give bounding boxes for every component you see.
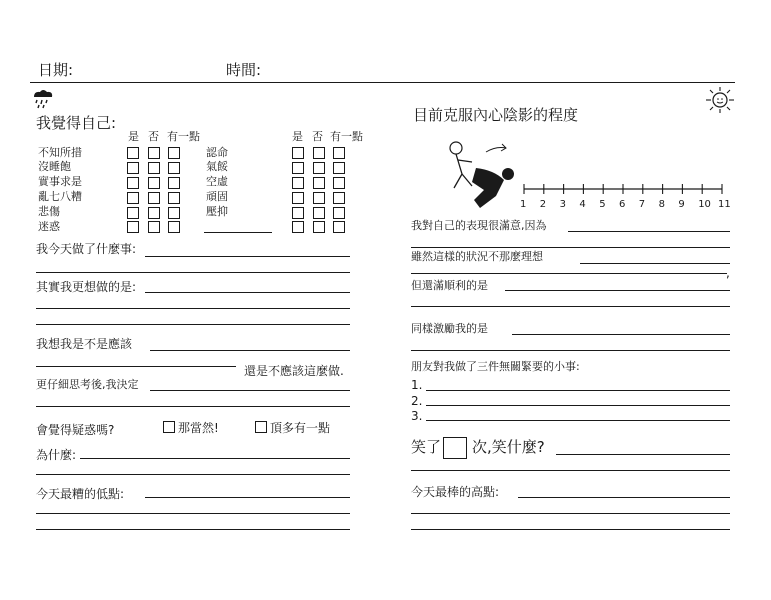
checkbox[interactable]: [333, 192, 345, 204]
answer-line[interactable]: [411, 350, 730, 351]
answer-line[interactable]: [426, 420, 730, 421]
checkbox[interactable]: [333, 221, 345, 233]
checkbox[interactable]: [127, 177, 139, 189]
scale-number: 11: [718, 199, 731, 210]
scale-number: 1: [520, 199, 527, 210]
progress-title: 目前克服內心陰影的程度: [413, 106, 579, 124]
q-although: 雖然這樣的狀況不那麼理想: [411, 250, 543, 263]
feeling-label: 實事求是: [38, 175, 82, 188]
checkbox-of-course[interactable]: [163, 421, 175, 433]
answer-line[interactable]: [411, 529, 730, 530]
answer-line[interactable]: [36, 324, 350, 325]
blank-feeling-line[interactable]: [204, 232, 272, 233]
feeling-label: 悲傷: [38, 205, 60, 218]
feeling-label: 壓抑: [206, 205, 228, 218]
feeling-label: 不知所措: [38, 146, 82, 159]
checkbox[interactable]: [313, 147, 325, 159]
checkbox[interactable]: [168, 221, 180, 233]
laugh-suffix: 次,笑什麼?: [472, 438, 545, 456]
answer-line[interactable]: [36, 272, 350, 273]
checkbox[interactable]: [168, 162, 180, 174]
scale-number: 10: [698, 199, 711, 210]
scale-number: 3: [559, 199, 566, 210]
laugh-count-box[interactable]: [443, 437, 467, 459]
answer-line[interactable]: [556, 454, 730, 455]
checkbox[interactable]: [148, 162, 160, 174]
q-friends: 朋友對我做了三件無關緊要的小事:: [411, 360, 580, 373]
q-think: 更仔細思考後,我決定: [36, 378, 139, 391]
answer-line[interactable]: [512, 334, 730, 335]
q-want: 其實我更想做的是:: [36, 280, 137, 294]
checkbox[interactable]: [313, 207, 325, 219]
answer-line[interactable]: [426, 390, 730, 391]
checkbox[interactable]: [313, 192, 325, 204]
scale-number: 7: [638, 199, 646, 210]
feeling-label: 沒睡飽: [38, 160, 71, 173]
answer-line[interactable]: [80, 458, 350, 459]
answer-line[interactable]: [568, 231, 730, 232]
answer-line[interactable]: [36, 529, 350, 530]
answer-line[interactable]: [580, 263, 730, 264]
q-shouldnt: 還是不應該這麼做.: [244, 364, 344, 378]
opt-a-bit: 頂多有一點: [270, 421, 331, 435]
checkbox[interactable]: [148, 207, 160, 219]
q-should: 我想我是不是應該: [36, 337, 133, 351]
q-did-today: 我今天做了什麼事:: [36, 242, 137, 256]
checkbox[interactable]: [292, 192, 304, 204]
scale-number: 2: [539, 199, 547, 210]
col-header-yes: 是: [292, 130, 303, 143]
col-header-yes: 是: [128, 130, 139, 143]
checkbox[interactable]: [292, 147, 304, 159]
checkbox[interactable]: [148, 192, 160, 204]
q-why: 為什麼:: [36, 448, 77, 462]
checkbox[interactable]: [313, 221, 325, 233]
answer-line[interactable]: [411, 513, 730, 514]
checkbox[interactable]: [127, 162, 139, 174]
answer-line[interactable]: [36, 474, 350, 475]
checkbox[interactable]: [333, 207, 345, 219]
opt-of-course: 那當然!: [178, 421, 219, 435]
checkbox[interactable]: [127, 192, 139, 204]
answer-line[interactable]: [36, 366, 236, 367]
feeling-label: 頑固: [206, 190, 228, 203]
checkbox[interactable]: [168, 147, 180, 159]
scale-number: 4: [579, 199, 586, 210]
answer-line[interactable]: [145, 256, 350, 257]
col-header-no: 否: [148, 130, 159, 143]
checkbox[interactable]: [127, 221, 139, 233]
q-but: 但還滿順利的是: [411, 279, 488, 292]
scale-number: 6: [619, 199, 626, 210]
answer-line[interactable]: [411, 306, 730, 307]
checkbox[interactable]: [292, 177, 304, 189]
checkbox[interactable]: [168, 207, 180, 219]
q-low: 今天最糟的低點:: [36, 487, 125, 501]
feeling-title: 我覺得自己:: [36, 114, 117, 132]
feeling-label: 空虛: [206, 175, 228, 188]
scale-number: 5: [599, 199, 606, 210]
feeling-label: 亂七八糟: [38, 190, 82, 203]
col-header-a-bit: 有一點: [330, 130, 363, 143]
checkbox[interactable]: [333, 177, 345, 189]
feeling-label: 認命: [206, 146, 228, 159]
answer-line[interactable]: [411, 247, 730, 248]
answer-line[interactable]: [36, 406, 350, 407]
scale-number: 9: [678, 199, 685, 210]
list-number: 3.: [411, 409, 423, 423]
q-satisfied: 我對自己的表現很滿意,因為: [411, 219, 547, 232]
checkbox[interactable]: [313, 162, 325, 174]
feeling-label: 氣餒: [206, 160, 228, 173]
col-header-no: 否: [312, 130, 323, 143]
checkbox[interactable]: [292, 162, 304, 174]
checkbox[interactable]: [148, 177, 160, 189]
checkbox[interactable]: [313, 177, 325, 189]
scale-number: 8: [658, 199, 665, 210]
checkbox[interactable]: [127, 147, 139, 159]
checkbox[interactable]: [168, 192, 180, 204]
comma-mark: ,: [726, 266, 730, 280]
rain-cloud-icon: [30, 88, 56, 110]
answer-line[interactable]: [36, 308, 350, 309]
checkbox-a-bit[interactable]: [255, 421, 267, 433]
list-number: 2.: [411, 394, 423, 408]
checkbox[interactable]: [292, 221, 304, 233]
answer-line[interactable]: [518, 497, 730, 498]
list-number: 1.: [411, 378, 423, 392]
answer-line[interactable]: [150, 390, 350, 391]
answer-line[interactable]: [36, 513, 350, 514]
checkbox[interactable]: [333, 162, 345, 174]
answer-line[interactable]: [145, 497, 350, 498]
sun-icon: [704, 85, 736, 115]
q-high: 今天最棒的高點:: [411, 485, 500, 499]
checkbox[interactable]: [292, 207, 304, 219]
checkbox[interactable]: [148, 221, 160, 233]
answer-line[interactable]: [426, 405, 730, 406]
feeling-label: 迷惑: [38, 220, 60, 233]
date-label: 日期:: [38, 61, 74, 79]
q-motivate: 同樣激勵我的是: [411, 322, 488, 335]
answer-line[interactable]: [145, 292, 350, 293]
col-header-a-bit: 有一點: [167, 130, 200, 143]
answer-line[interactable]: [505, 290, 730, 291]
checkbox[interactable]: [148, 147, 160, 159]
answer-line[interactable]: [411, 470, 730, 471]
checkbox[interactable]: [168, 177, 180, 189]
laugh-prefix: 笑了: [411, 438, 442, 456]
checkbox[interactable]: [127, 207, 139, 219]
q-doubt: 會覺得疑惑嗎?: [36, 423, 115, 437]
answer-line[interactable]: [411, 273, 727, 274]
overcoming-shadow-illustration: [436, 138, 527, 214]
checkbox[interactable]: [333, 147, 345, 159]
header-rule: [30, 82, 735, 83]
answer-line[interactable]: [150, 350, 350, 351]
time-label: 時間:: [226, 61, 262, 79]
